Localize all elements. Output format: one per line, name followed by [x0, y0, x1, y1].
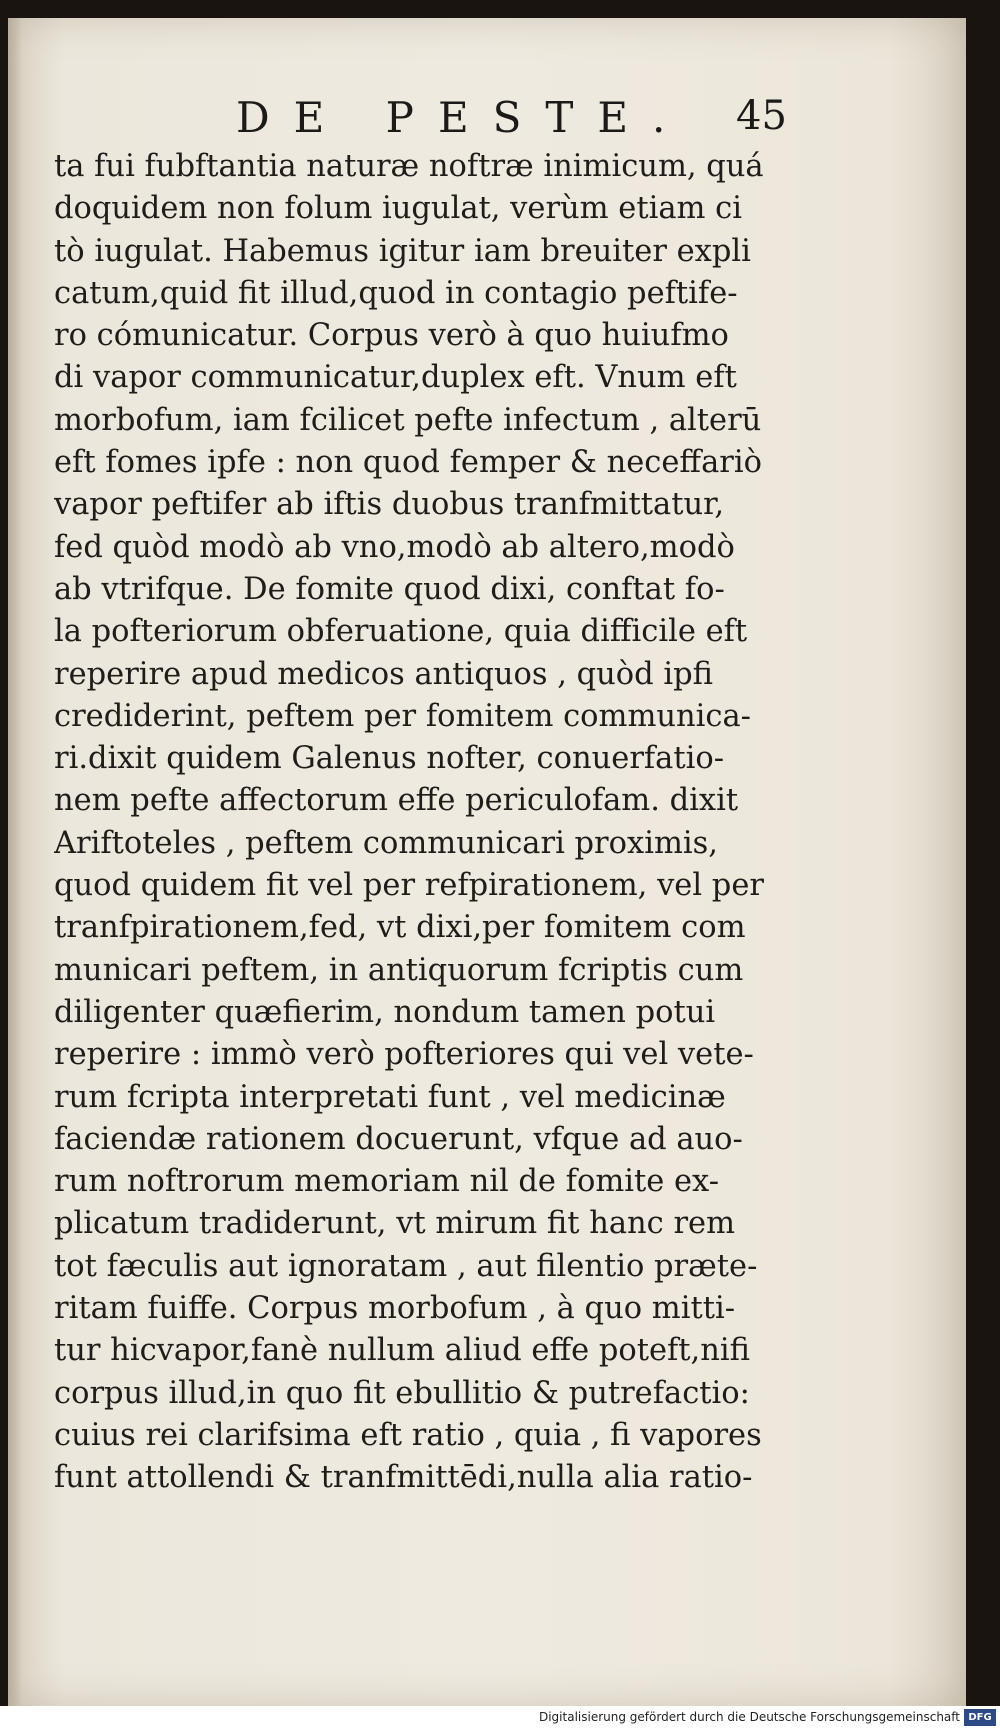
text-line: ta fui fubftantia naturæ noftræ inimicum, quá [54, 149, 764, 184]
text-line: la pofteriorum obferuatione, quia difficile eft [54, 614, 748, 650]
text-line: tranfpirationem,fed, vt dixi,per fomitem com [54, 910, 746, 946]
text-line: funt attollendi & tranfmittēdi,nulla alia ratio- [54, 1460, 753, 1496]
text-line: morbofum, iam fcilicet pefte infectum , alterū [54, 402, 762, 438]
text-line: ro cómunicatur. Corpus verò à quo huiufmo [54, 318, 729, 354]
page-gutter-shadow [8, 18, 22, 1706]
text-line: di vapor communicatur,duplex eft. Vnum eft [54, 360, 737, 396]
footer-bar [0, 1706, 1000, 1730]
running-head [8, 93, 966, 143]
text-line: rum fcripta interpretati funt , vel medicinæ [54, 1079, 726, 1115]
text-line: tur hicvapor,fanè nullum aliud effe poteft,nifi [54, 1333, 750, 1369]
text-line: quod quidem fit vel per refpirationem, vel per [54, 868, 764, 904]
text-line: rum noftrorum memoriam nil de fomite ex- [54, 1164, 720, 1200]
text-line: tot fæculis aut ignoratam , aut filentio præte- [54, 1248, 758, 1284]
text-line: fed quòd modò ab vno,modò ab altero,modò [54, 529, 735, 565]
text-line: vapor peftifer ab iftis duobus tranfmittatur, [54, 487, 725, 523]
page-number: 45 [736, 93, 787, 139]
text-line: municari peftem, in antiquorum fcriptis cum [54, 952, 744, 988]
text-line: ri.dixit quidem Galenus nofter, conuerfatio- [54, 741, 725, 777]
text-line: ritam fuiffe. Corpus morbofum , à quo mitti- [54, 1291, 736, 1327]
text-line: doquidem non folum iugulat, verùm etiam ci [54, 191, 742, 227]
text-line: reperire : immò verò pofteriores qui vel vete- [54, 1037, 754, 1073]
text-line: plicatum tradiderunt, vt mirum fit hanc rem [54, 1206, 735, 1242]
text-line: eft fomes ipfe : non quod femper & neceffariò [54, 445, 762, 481]
text-line: crediderint, peftem per fomitem communica- [54, 698, 751, 734]
text-line: reperire apud medicos antiquos , quòd ipfi [54, 656, 713, 692]
text-line: catum,quid fit illud,quod in contagio peftife- [54, 275, 738, 311]
text-line: cuius rei clarifsima eft ratio , quia , fi vapores [54, 1417, 762, 1453]
text-line: Ariftoteles , peftem communicari proximis, [54, 825, 718, 861]
funding-credit: Digitalisierung gefördert durch die Deutsche Forschungsgemeinschaft [538, 1710, 960, 1724]
body-text [54, 146, 814, 1500]
text-line: ab vtrifque. De fomite quod dixi, conftat fo- [54, 571, 725, 607]
running-head-title: DE PESTE. [236, 93, 690, 142]
book-page [8, 18, 966, 1706]
text-line: nem pefte affectorum effe periculofam. dixit [54, 783, 739, 819]
text-line: corpus illud,in quo fit ebullitio & putrefactio: [54, 1375, 750, 1411]
dfg-logo: DFG [964, 1709, 996, 1726]
text-line: faciendæ rationem docuerunt, vfque ad auo- [54, 1121, 743, 1157]
text-line: tò iugulat. Habemus igitur iam breuiter expli [54, 233, 751, 269]
text-line: diligenter quæfierim, nondum tamen potui [54, 994, 716, 1030]
